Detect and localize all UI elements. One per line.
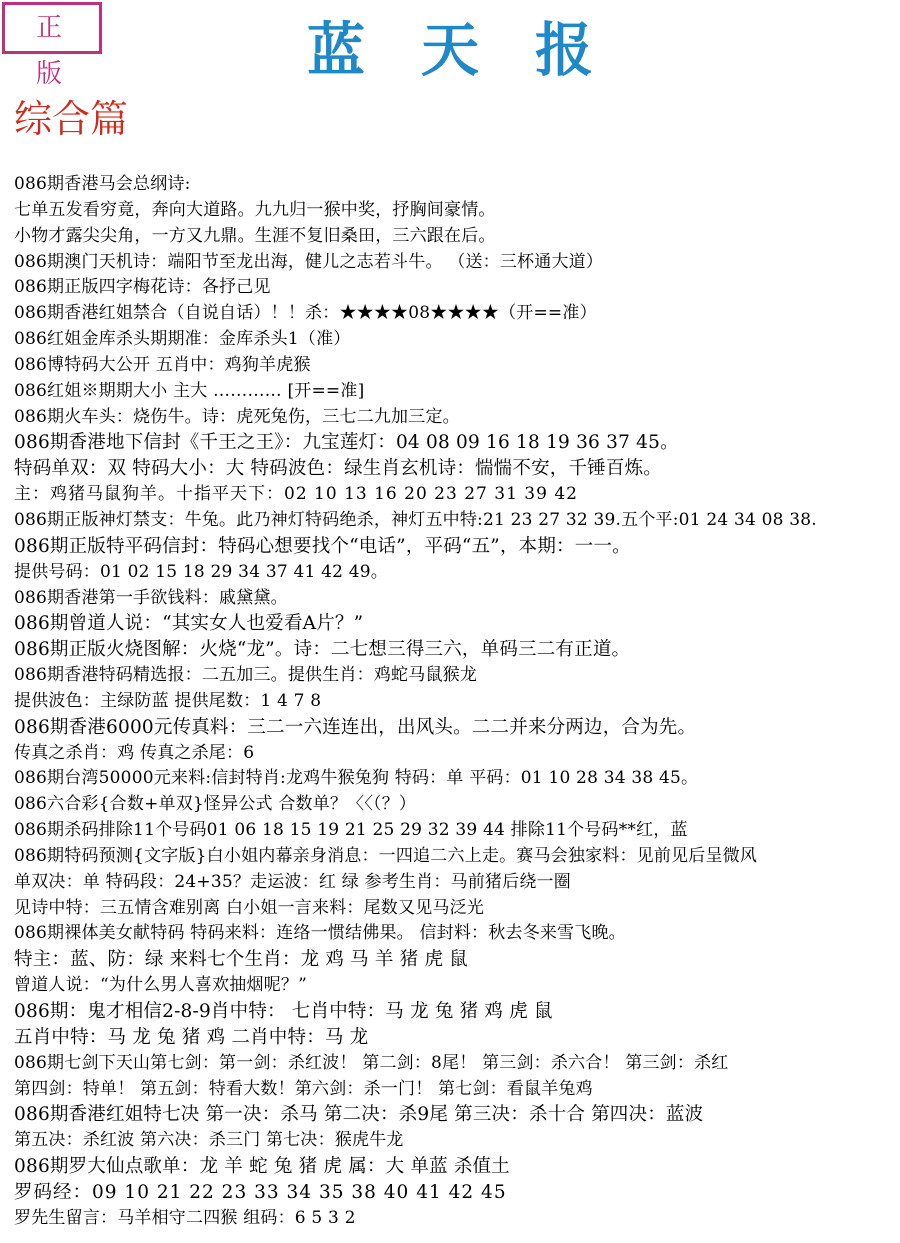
text-line: 单双决：单 特码段：24+35？走运波：红 绿 参考生肖：马前猪后绕一圈: [14, 871, 571, 892]
text-line: 086期正版特平码信封：特码心想要找个“电话”，平码“五”，本期：一一。: [14, 535, 631, 557]
text-line: 086期香港红姐禁合（自说自话）！！杀：★★★★08★★★★（开==准）: [14, 303, 597, 324]
text-line: 086期香港特码精选报：二五加三。提供生肖：鸡蛇马鼠猴龙: [14, 665, 478, 686]
text-line: 罗先生留言：马羊相守二四猴 组码：6 5 3 2: [14, 1207, 356, 1228]
content-lines: [14, 172, 900, 1232]
text-line: 主：鸡猪马鼠狗羊。十指平天下：02 10 13 16 20 23 27 31 39 42: [14, 484, 578, 505]
text-line: 086期香港马会总纲诗:: [14, 174, 191, 194]
text-line: 086期香港第一手欲钱料：戚黛黛。: [14, 587, 288, 608]
text-line: 086红姐※期期大小 主大 ………… [开==准]: [14, 380, 365, 401]
text-line: 提供号码：01 02 15 18 29 34 37 41 42 49。: [14, 561, 388, 582]
text-line: 传真之杀肖：鸡 传真之杀尾：6: [14, 742, 255, 763]
text-line: 七单五发看穷竟，奔向大道路。九九归一猴中奖，抒胸间豪情。: [14, 199, 496, 220]
text-line: 086期香港红姐特七决 第一决：杀马 第二决：杀9尾 第三决：杀十合 第四决：蓝波: [14, 1104, 704, 1126]
text-line: 086期曾道人说：“其实女人也爱看A片？”: [14, 613, 364, 635]
text-line: 086期澳门天机诗：端阳节至龙出海，健儿之志若斗牛。 （送：三杯通大道）: [14, 251, 604, 272]
text-line: 086期特码预测{文字版}白小姐内幕亲身消息：一四追二六上走。赛马会独家料：见前见后呈微风: [14, 845, 758, 866]
text-line: 086博特码大公开 五肖中：鸡狗羊虎猴: [14, 354, 311, 375]
text-line: 提供波色：主绿防蓝 提供尾数：1 4 7 8: [14, 690, 322, 711]
text-line: 见诗中特：三五情含难别离 白小姐一言来料：尾数又见马泛光: [14, 897, 485, 918]
text-line: 特主：蓝、防：绿 来料七个生肖：龙 鸡 马 羊 猪 虎 鼠: [14, 949, 468, 971]
text-line: 五肖中特：马 龙 兔 猪 鸡 二肖中特：马 龙: [14, 1026, 369, 1048]
text-line: 086期：鬼才相信2-8-9肖中特： 七肖中特：马 龙 兔 猪 鸡 虎 鼠: [14, 1001, 553, 1022]
edition-badge: 正 版: [2, 2, 102, 54]
text-line: 086期裸体美女献特码 特码来料：连络一惯结佛果。 信封料：秋去冬来雪飞晚。: [14, 923, 626, 944]
text-line: 086期香港地下信封《千王之王》：九宝莲灯：04 08 09 16 18 19 36 37 45。: [14, 432, 679, 454]
text-line: 第四剑：特单！ 第五剑：特看大数！第六剑：杀一门！ 第七剑：看鼠羊兔鸡: [14, 1078, 593, 1099]
text-line: 曾道人说：“为什么男人喜欢抽烟呢？”: [14, 975, 307, 996]
text-line: 086红姐金库杀头期期准：金库杀头1（准）: [14, 329, 351, 350]
text-line: 086期杀码排除11个号码01 06 18 15 19 21 25 29 32 39 44 排除11个号码**红，蓝: [14, 820, 688, 841]
text-line: 086期香港6000元传真料：三二一六连连出，出风头。二二并来分两边，合为先。: [14, 716, 697, 738]
text-line: 086期火车头：烧伤牛。诗：虎死兔伤，三七二九加三定。: [14, 406, 460, 427]
text-line: 特码单双：双 特码大小：大 特码波色：绿生肖玄机诗：惴惴不安，千锤百炼。: [14, 458, 662, 480]
text-line: 086期正版神灯禁支：牛兔。此乃神灯特码绝杀，神灯五中特:21 23 27 32 39.五个平:01 24 34 08 38.: [14, 509, 817, 530]
text-line: 086期正版火烧图解：火烧“龙”。诗：二七想三得三六，单码三二有正道。: [14, 639, 631, 661]
text-line: 第五决：杀红波 第六决：杀三门 第七决：猴虎牛龙: [14, 1130, 404, 1151]
text-line: 小物才露尖尖角，一方又九鼎。生涯不复旧桑田，三六跟在后。: [14, 225, 496, 246]
text-line: 086期罗大仙点歌单：龙 羊 蛇 兔 猪 虎 属：大 单蓝 杀值土: [14, 1156, 510, 1178]
text-line: 086期正版四字梅花诗：各抒己见: [14, 277, 271, 298]
text-line: 086六合彩{合数+单双}怪异公式 合数单？〈〈（？）: [14, 794, 417, 815]
page-title: 蓝天报: [306, 16, 649, 84]
text-line: 086期七剑下天山第七剑：第一剑：杀红波！ 第二剑：8尾！ 第三剑：杀六合！ 第三剑：杀红: [14, 1052, 729, 1073]
text-line: 086期台湾50000元来料:信封特肖:龙鸡牛猴兔狗 特码：单 平码：01 10 28 34 38 45。: [14, 768, 699, 789]
text-line: 罗码经：09 10 21 22 23 33 34 35 38 40 41 42 45: [14, 1181, 507, 1203]
section-heading: 综合篇: [14, 97, 129, 141]
